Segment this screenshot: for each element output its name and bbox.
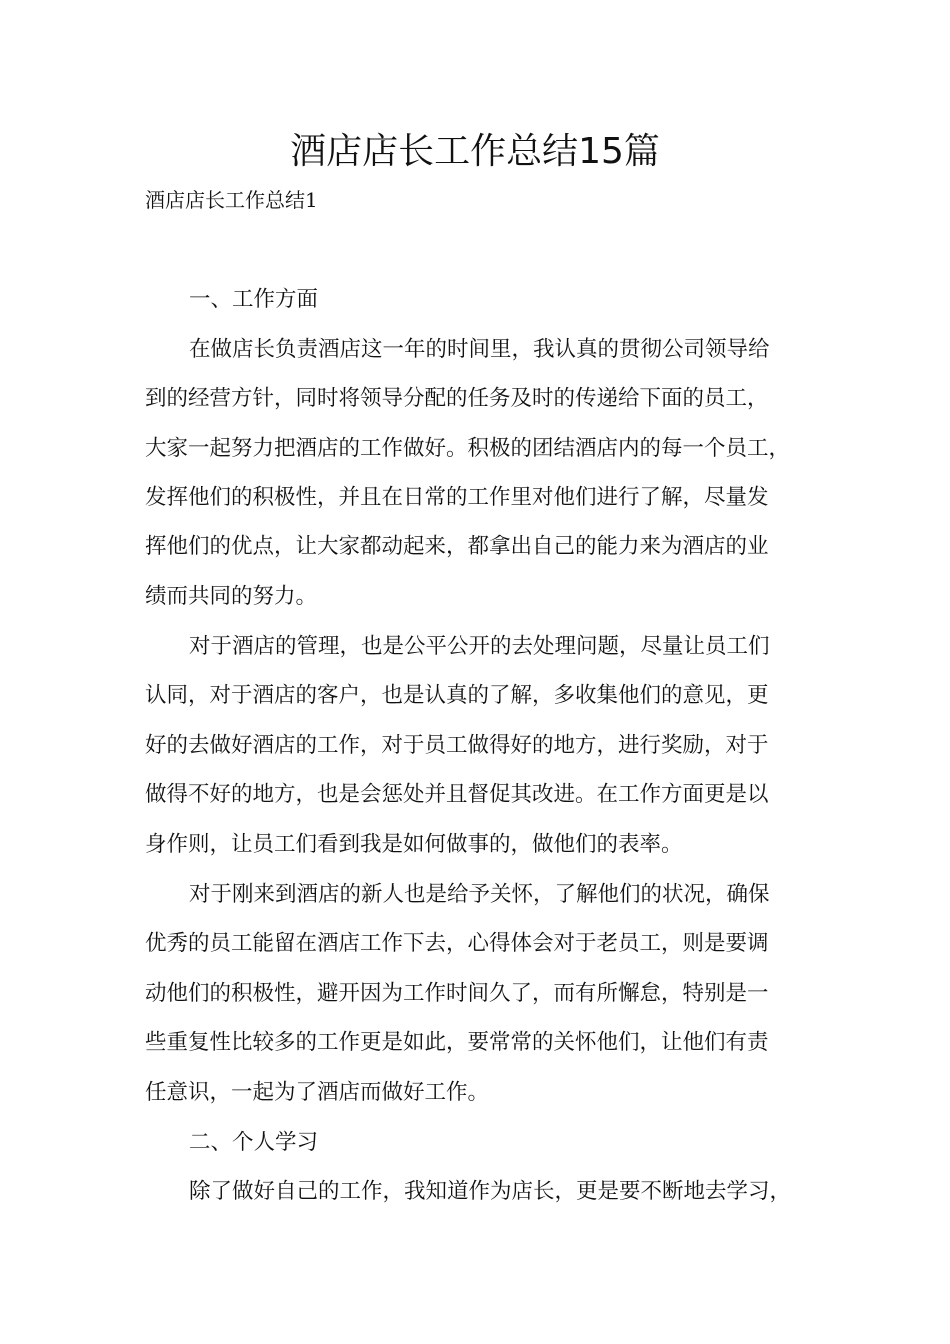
paragraph-line: 在做店长负责酒店这一年的时间里，我认真的贯彻公司领导给 bbox=[189, 337, 770, 362]
heading-study: 二、个人学习 bbox=[189, 1130, 319, 1155]
paragraph-line: 发挥他们的积极性，并且在日常的工作里对他们进行了解，尽量发 bbox=[145, 485, 769, 510]
paragraph-line: 些重复性比较多的工作更是如此，要常常的关怀他们，让他们有责 bbox=[145, 1030, 769, 1055]
paragraph-line: 任意识，一起为了酒店而做好工作。 bbox=[145, 1080, 490, 1105]
paragraph-line: 到的经营方针，同时将领导分配的任务及时的传递给下面的员工， bbox=[145, 386, 769, 411]
document-title: 酒店店长工作总结15篇 bbox=[290, 131, 660, 172]
paragraph-line: 认同，对于酒店的客户，也是认真的了解，多收集他们的意见，更 bbox=[145, 683, 769, 708]
paragraph-line: 优秀的员工能留在酒店工作下去，心得体会对于老员工，则是要调 bbox=[145, 931, 769, 956]
paragraph-line: 除了做好自己的工作，我知道作为店长，更是要不断地去学习， bbox=[189, 1179, 792, 1204]
paragraph-line: 绩而共同的努力。 bbox=[145, 584, 318, 609]
heading-work: 一、工作方面 bbox=[189, 287, 319, 312]
paragraph-line: 大家一起努力把酒店的工作做好。积极的团结酒店内的每一个员工， bbox=[145, 436, 791, 461]
paragraph-line: 动他们的积极性，避开因为工作时间久了，而有所懈怠，特别是一 bbox=[145, 981, 769, 1006]
section-subtitle: 酒店店长工作总结1 bbox=[145, 188, 318, 212]
paragraph-line: 好的去做好酒店的工作，对于员工做得好的地方，进行奖励，对于 bbox=[145, 733, 769, 758]
paragraph-line: 对于刚来到酒店的新人也是给予关怀，了解他们的状况，确保 bbox=[189, 882, 770, 907]
paragraph-line: 做得不好的地方，也是会惩处并且督促其改进。在工作方面更是以 bbox=[145, 782, 769, 807]
paragraph-line: 挥他们的优点，让大家都动起来，都拿出自己的能力来为酒店的业 bbox=[145, 534, 769, 559]
paragraph-line: 身作则，让员工们看到我是如何做事的，做他们的表率。 bbox=[145, 832, 683, 857]
paragraph-line: 对于酒店的管理，也是公平公开的去处理问题，尽量让员工们 bbox=[189, 634, 770, 659]
